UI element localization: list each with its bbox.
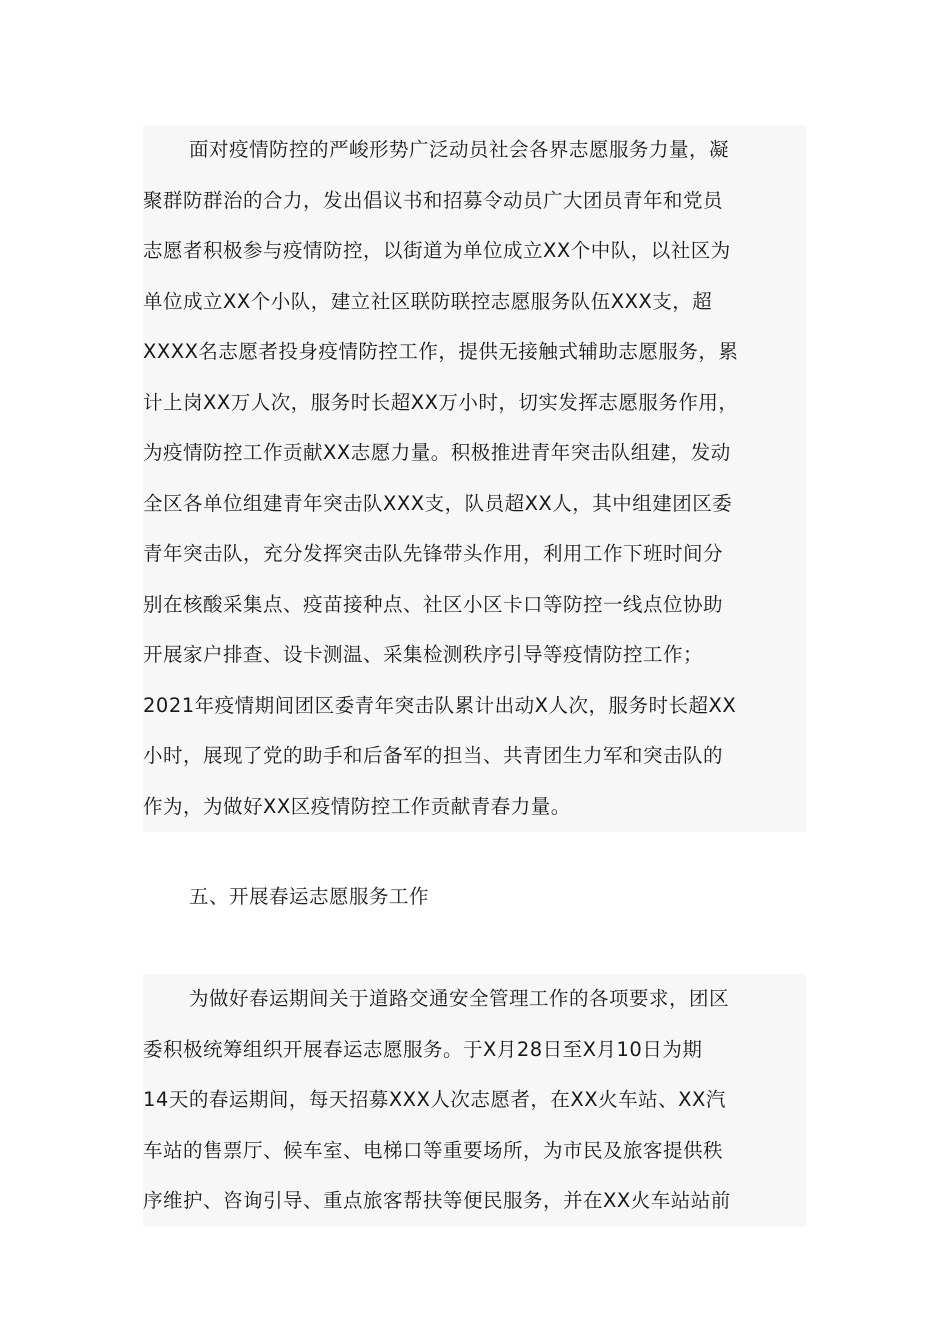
paragraph-spring-festival [143,974,806,1227]
paragraph-line: 委积极统筹组织开展春运志愿服务。于X月28日至X月10日为期 [143,1037,703,1061]
paragraph-line: 单位成立XX个小队，建立社区联防联控志愿服务队伍XXX支，超 [143,289,713,313]
paragraph-line: 别在核酸采集点、疫苗接种点、社区小区卡口等防控一线点位协助 [143,592,724,616]
paragraph-line: 2021年疫情期间团区委青年突击队累计出动X人次，服务时长超XX [143,693,737,717]
paragraph-line: 计上岗XX万人次，服务时长超XX万小时，切实发挥志愿服务作用， [143,390,739,414]
section-heading-text: 五、开展春运志愿服务工作 [189,885,430,908]
paragraph-line: 开展家户排查、设卡测温、采集检测秩序引导等疫情防控工作； [143,643,704,666]
paragraph-line: 序维护、咨询引导、重点旅客帮扶等便民服务，并在XX火车站站前 [143,1189,731,1212]
paragraph-volunteer-epidemic [143,125,806,832]
paragraph-line: 14天的春运期间，每天招募XXX人次志愿者，在XX火车站、XX汽 [143,1088,726,1111]
paragraph-line: 车站的售票厅、候车室、电梯口等重要场所，为市民及旅客提供秩 [143,1138,724,1162]
paragraph-line: 为做好春运期间关于道路交通安全管理工作的各项要求，团区 [189,987,730,1010]
section-heading [143,872,806,923]
paragraph-line: 青年突击队，充分发挥突击队先锋带头作用，利用工作下班时间分 [143,542,724,565]
paragraph-line: XXXX名志愿者投身疫情防控工作，提供无接触式辅助志愿服务，累 [143,340,739,363]
paragraph-line: 志愿者积极参与疫情防控，以街道为单位成立XX个中队，以社区为 [143,239,731,262]
paragraph-line: 聚群防群治的合力，发出倡议书和招募令动员广大团员青年和党员 [143,188,724,212]
paragraph-line: 为疫情防控工作贡献XX志愿力量。积极推进青年突击队组建，发动 [143,441,731,464]
paragraph-line: 小时，展现了党的助手和后备军的担当、共青团生力军和突击队的 [143,744,724,767]
paragraph-line: 面对疫情防控的严峻形势广泛动员社会各界志愿服务力量，凝 [189,138,730,161]
paragraph-line: 作为，为做好XX区疫情防控工作贡献青春力量。 [143,794,571,818]
paragraph-line: 全区各单位组建青年突击队XXX支，队员超XX人，其中组建团区委 [143,491,733,515]
